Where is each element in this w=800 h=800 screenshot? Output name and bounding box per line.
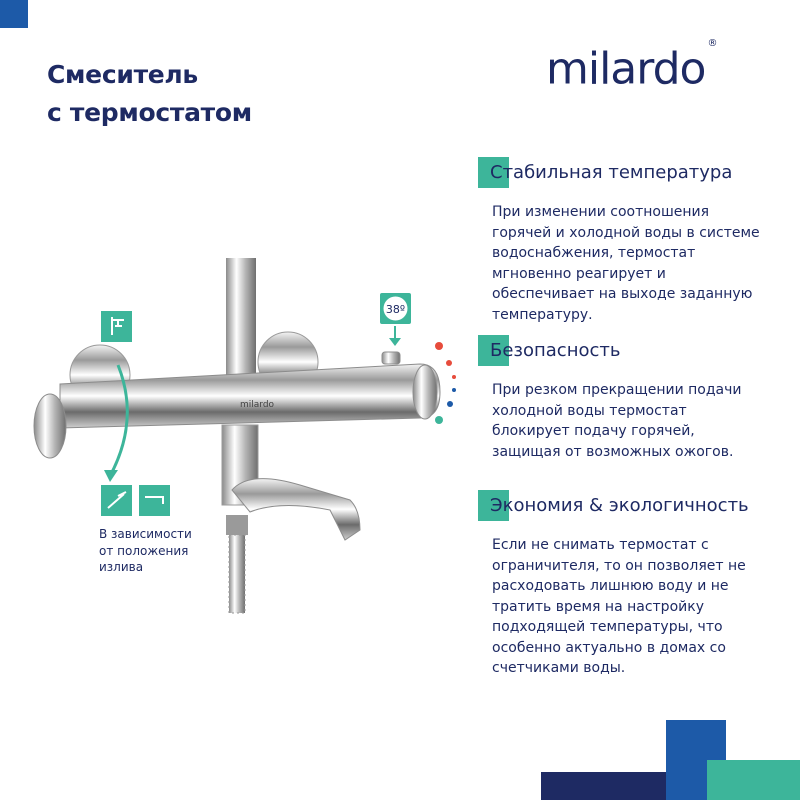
- hot-water-dot: [446, 360, 452, 366]
- brand-name: milardo: [546, 43, 706, 95]
- spout-icon: [139, 485, 170, 516]
- registered-mark: ®: [707, 38, 717, 49]
- flow-knob: [413, 365, 437, 419]
- mixed-water-dot: [435, 416, 443, 424]
- shower-hose: [229, 535, 245, 613]
- feature-text: При резком прекращении подачи холодной воды термостат блокирует подачу горячей, защищая от возможных ожогов.: [492, 382, 742, 460]
- hot-water-dot: [452, 375, 456, 379]
- thermostatic-mixer-illustration: [0, 250, 475, 630]
- feature-text: Если не снимать термостат с ограничителя, то он позволяет не расходовать лишнюю воду и не тратить время на настройку подходящей температуры, что особенно актуально в домах со счетчиками воды.: [492, 537, 746, 676]
- brand-logo: [546, 36, 716, 100]
- feature-heading: Экономия & экологичность: [490, 495, 749, 516]
- cold-water-dot: [447, 401, 453, 407]
- vertical-shower-rod: [226, 258, 256, 388]
- hose-connector: [226, 515, 248, 535]
- note-line-1: В зависимости: [99, 527, 192, 541]
- feature-safety: [478, 335, 778, 462]
- feature-heading: Безопасность: [490, 340, 621, 361]
- note-line-2: от положения: [99, 543, 189, 558]
- limiter-button: [382, 352, 400, 364]
- feature-economy: [478, 490, 778, 679]
- page-title: [47, 56, 252, 132]
- feature-heading: Стабильная температура: [490, 162, 733, 183]
- title-line-1: Смеситель: [47, 60, 198, 89]
- feature-stable-temperature: [478, 157, 778, 325]
- cold-water-dot: [452, 388, 456, 392]
- feature-text: При изменении соотношения горячей и холодной воды в системе водоснабжения, термостат мгновенно реагирует и обеспечивает на выходе заданную температуру.: [492, 204, 760, 323]
- spout-position-note: [99, 526, 192, 576]
- title-line-2: с термостатом: [47, 98, 252, 127]
- decor-teal-block: [707, 760, 800, 800]
- temperature-value: 38º: [385, 303, 406, 316]
- temperature-knob: [34, 394, 66, 458]
- bath-spout: [232, 479, 360, 540]
- corner-accent-square: [0, 0, 28, 28]
- engraved-brand: milardo: [240, 400, 275, 410]
- hot-water-dot: [435, 342, 443, 350]
- note-line-3: излива: [99, 560, 144, 574]
